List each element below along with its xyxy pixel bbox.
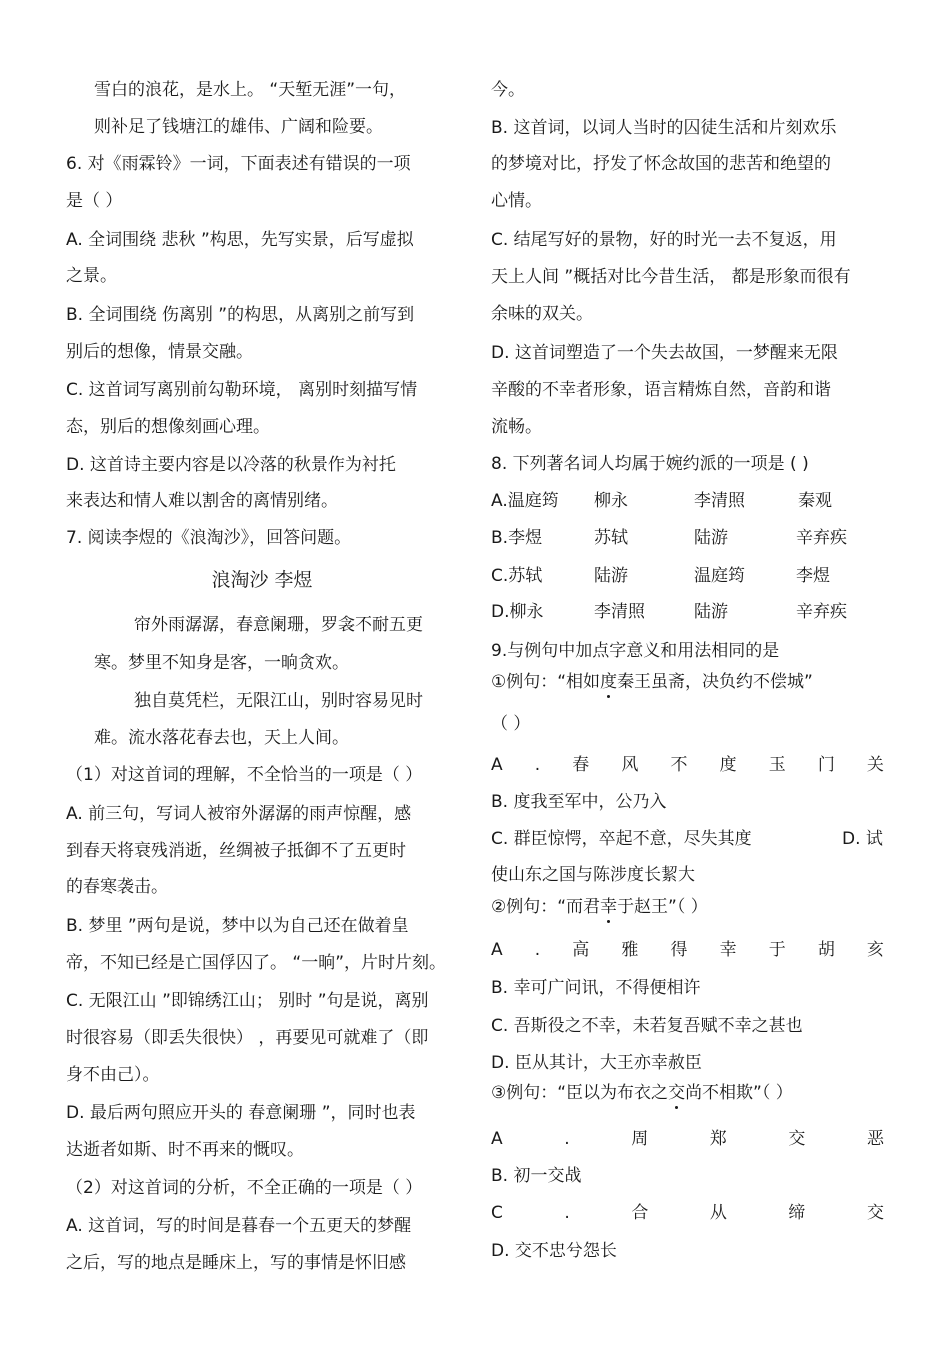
q7-1-option-a-cont: 到春天将衰残消逝，丝绸被子抵御不了五更时 [66, 841, 406, 861]
q8-cell: 李清照 [594, 602, 645, 622]
q8-cell: 辛弃疾 [796, 528, 847, 548]
example-text: ②例句：“而君 [491, 897, 601, 917]
char: 高 [572, 940, 590, 960]
text-line: 雪白的浪花，是水上。 “天堑无涯”一句， [94, 80, 407, 100]
s3-option-a [491, 1128, 884, 1150]
q7-2-option-c: C. 结尾写好的景物，好的时光一去不复返，用 [491, 230, 837, 250]
dotted-char: 幸 [600, 897, 618, 917]
q7-2-option-b-cont: 心情。 [491, 191, 542, 211]
q7-2-option-b: B. 这首词，以词人当时的囚徒生活和片刻欢乐 [491, 118, 837, 138]
char: 郑 [709, 1129, 727, 1149]
example-2 [491, 896, 708, 918]
s2-option-d: D. 臣从其计，大王亦幸赦臣 [491, 1053, 702, 1073]
char: 胡 [817, 940, 835, 960]
example-text: 于赵王”（ ） [617, 897, 708, 917]
q7-1-option-c: C. 无限江山 ”即锦绣江山； 别时 ”句是说，离别 [66, 991, 429, 1011]
s1-option-d-cont: 使山东之国与陈涉度长絜大 [491, 865, 695, 885]
q8-cell: 柳永 [594, 491, 628, 511]
q8-cell: B.李煜 [491, 528, 543, 548]
q7-1-option-b-cont: 帝，不知已经是亡国俘囚了。 “一晌”，片时片刻。 [66, 953, 447, 973]
q7-2-option-d-cont: 流畅。 [491, 417, 542, 437]
char: 幸 [719, 940, 737, 960]
poem-line: 寒。梦里不知身是客，一晌贪欢。 [94, 653, 349, 673]
q7-2-option-c-cont: 余味的双关。 [491, 304, 593, 324]
question-9-title: 9.与例句中加点字意义和用法相同的是 [491, 641, 780, 661]
q8-cell: 辛弃疾 [796, 602, 847, 622]
char: A [491, 940, 503, 960]
q8-cell: 温庭筠 [694, 566, 745, 586]
q7-sub1-title: （1）对这首词的理解，不全恰当的一项是（ ） [66, 765, 423, 785]
s1-option-d: D. 试 [842, 829, 883, 849]
char: 周 [631, 1129, 649, 1149]
q8-cell: 苏轼 [594, 528, 628, 548]
example-text: 尚不相欺”（ ） [685, 1083, 793, 1103]
q6-option-b: B. 全词围绕 伤离别 ”的构思，从离别之前写到 [66, 305, 415, 325]
s3-option-d: D. 交不忠兮怨长 [491, 1241, 617, 1261]
dotted-char: 交 [668, 1083, 686, 1103]
char: 于 [768, 940, 786, 960]
s2-option-a [491, 939, 884, 961]
char: 不 [670, 755, 688, 775]
char: . [534, 940, 541, 960]
q6-option-a-cont: 之景。 [66, 266, 117, 286]
q8-cell: 陆游 [594, 566, 628, 586]
s2-option-b: B. 幸可广问讯，不得便相许 [491, 978, 701, 998]
s1-option-b: B. 度我至军中，公乃入 [491, 792, 667, 812]
text-line: 今。 [491, 80, 525, 100]
q6-option-d-cont: 来表达和情人难以割舍的离情别绪。 [66, 491, 338, 511]
char: A [491, 1129, 503, 1149]
q6-option-a: A. 全词围绕 悲秋 ”构思，先写实景，后写虚拟 [66, 230, 414, 250]
s3-option-b: B. 初一交战 [491, 1166, 582, 1186]
example-text: 秦王虽斋，决负约不偿城” [617, 672, 813, 692]
q7-1-option-a: A. 前三句，写词人被帘外潺潺的雨声惊醒，感 [66, 804, 412, 824]
char: . [534, 755, 541, 775]
char: 雅 [621, 940, 639, 960]
example-3 [491, 1082, 793, 1104]
char: 玉 [768, 755, 786, 775]
q6-option-d: D. 这首诗主要内容是以冷落的秋景作为衬托 [66, 455, 396, 475]
s1-option-a [491, 754, 884, 776]
char: . [564, 1129, 570, 1149]
q6-option-c: C. 这首词写离别前勾勒环境， 离别时刻描写情 [66, 380, 418, 400]
q7-1-option-c-cont: 身不由己）。 [66, 1065, 160, 1085]
question-6-title-cont: 是（ ） [66, 191, 123, 211]
q8-cell: 陆游 [694, 528, 728, 548]
text-line: 则补足了钱塘江的雄伟、广阔和险要。 [94, 117, 383, 137]
char: 度 [719, 755, 737, 775]
q7-1-option-d-cont: 达逝者如斯、时不再来的慨叹。 [66, 1140, 304, 1160]
char: 风 [621, 755, 639, 775]
s3-option-c [491, 1202, 884, 1224]
q8-cell: 李清照 [694, 491, 745, 511]
q8-cell: 李煜 [796, 566, 830, 586]
q7-2-option-d: D. 这首词塑造了一个失去故国，一梦醒来无限 [491, 343, 838, 363]
q7-1-option-c-cont: 时很容易（即丢失很快） ，再要见可就难了（即 [66, 1028, 429, 1048]
q8-cell: 秦观 [798, 491, 832, 511]
question-8-title: 8. 下列著名词人均属于婉约派的一项是 ( ) [491, 454, 809, 474]
char: C [491, 1203, 503, 1223]
char: 亥 [866, 940, 884, 960]
poem-line: 独自莫凭栏，无限江山，别时容易见时 [134, 691, 423, 711]
char: 门 [817, 755, 835, 775]
q6-option-c-cont: 态，别后的想像刻画心理。 [66, 417, 270, 437]
s2-option-c: C. 吾斯役之不幸，未若复吾赋不幸之甚也 [491, 1016, 803, 1036]
dotted-char: 度 [600, 672, 618, 692]
q7-2-option-c-cont: 天上人间 ”概括对比今昔生活， 都是形象而很有 [491, 267, 851, 287]
q8-cell: D.柳永 [491, 602, 544, 622]
char: 春 [572, 755, 590, 775]
char: 从 [709, 1203, 727, 1223]
char: 恶 [866, 1129, 884, 1149]
q6-option-b-cont: 别后的想像，情景交融。 [66, 342, 253, 362]
char: 交 [866, 1203, 884, 1223]
q8-cell: A.温庭筠 [491, 491, 559, 511]
q7-1-option-b: B. 梦里 ”两句是说，梦中以为自己还在做着皇 [66, 916, 409, 936]
char: . [564, 1203, 570, 1223]
q8-cell: C.苏轼 [491, 566, 543, 586]
answer-blank: （ ） [491, 714, 531, 734]
q7-1-option-a-cont: 的春寒袭击。 [66, 877, 168, 897]
example-text: ③例句：“臣以为布衣之 [491, 1083, 669, 1103]
q7-2-option-a-cont: 之后，写的地点是睡床上，写的事情是怀旧感 [66, 1253, 406, 1273]
q8-cell: 陆游 [694, 602, 728, 622]
char: 交 [788, 1129, 806, 1149]
q7-1-option-d: D. 最后两句照应开头的 春意阑珊 ”，同时也表 [66, 1103, 416, 1123]
example-text: ①例句：“相如 [491, 672, 601, 692]
poem-line: 难。流水落花春去也，天上人间。 [94, 728, 349, 748]
char: 缔 [788, 1203, 806, 1223]
example-1 [491, 671, 813, 693]
char: 得 [670, 940, 688, 960]
poem-title: 浪淘沙 李煜 [211, 569, 313, 591]
char: 合 [631, 1203, 649, 1223]
char: A [491, 755, 503, 775]
q7-2-option-b-cont: 的梦境对比，抒发了怀念故国的悲苦和绝望的 [491, 154, 831, 174]
q7-2-option-d-cont: 辛酸的不幸者形象，语言精炼自然，音韵和谐 [491, 380, 831, 400]
char: 关 [866, 755, 884, 775]
s1-option-c: C. 群臣惊愕，卒起不意，尽失其度 [491, 829, 752, 849]
question-7-title: 7. 阅读李煜的《浪淘沙》，回答问题。 [66, 528, 352, 548]
poem-line: 帘外雨潺潺，春意阑珊，罗衾不耐五更 [134, 615, 423, 635]
question-6-title: 6. 对《雨霖铃》一词，下面表述有错误的一项 [66, 154, 411, 174]
q7-2-option-a: A. 这首词，写的时间是暮春一个五更天的梦醒 [66, 1216, 412, 1236]
q7-sub2-title: （2）对这首词的分析，不全正确的一项是（ ） [66, 1178, 423, 1198]
